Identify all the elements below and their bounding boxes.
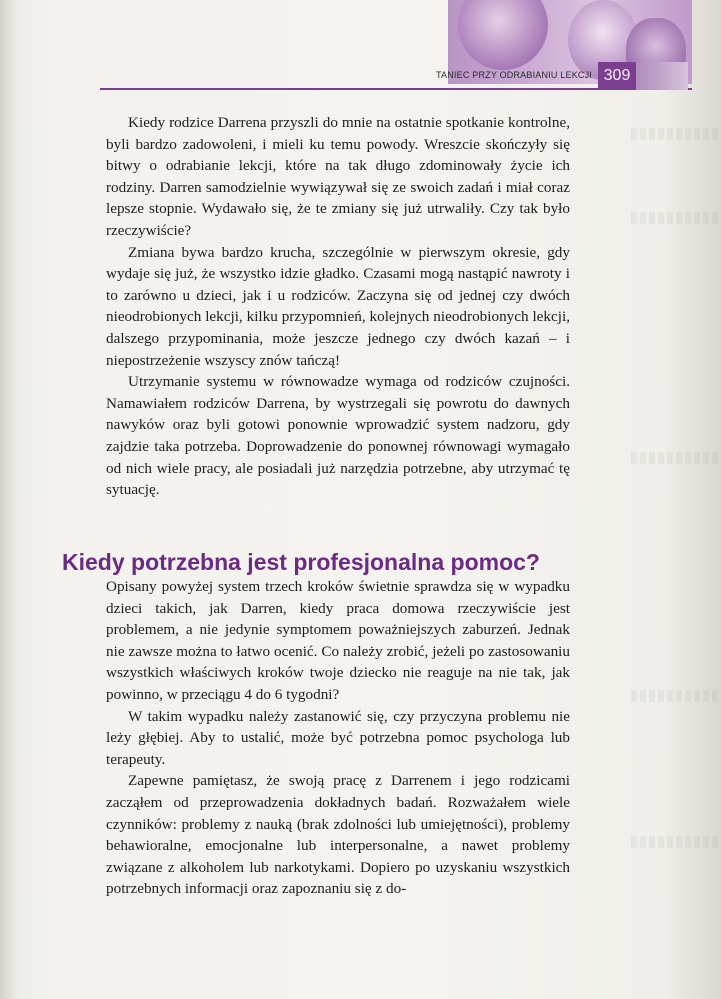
paragraph: Zmiana bywa bardzo krucha, szczególnie w pierwszym okresie, gdy wydaje się już, że wszystko idzie gładko. Czasami mogą nastąpić nawroty i to zarówno u dzieci, jak i u rodziców. Zaczyna się od jednej czy dwóch nieodrobionych lekcji, kilku przypomnień, kolejnych nieodrobionych lekcji, dalszego przypominania, może jeszcze jednego czy dwóch kazań – i niepostrzeżenie wszyscy znów tańczą!: [106, 243, 570, 369]
paragraph: Kiedy rodzice Darrena przyszli do mnie na ostatnie spotkanie kontrolne, byli bardzo zadowoleni, i mieli ku temu powody. Wreszcie skończyły się bitwy o odrabianie lekcji, które na tak długo zdominowały życie ich rodziny. Darren samodzielnie wywiązywał się ze swoich zadań i miał coraz lepsze stopnie. Wydawało się, że te zmiany się już utrwaliły. Czy tak było rzeczywiście?: [106, 114, 570, 239]
show-through-text: [631, 452, 721, 464]
page-gutter-shadow: [0, 0, 18, 999]
running-head: TANIEC PRZY ODRABIANIU LEKCJI: [436, 70, 592, 80]
paragraph: Utrzymanie systemu w równowadze wymaga od rodziców czujności. Namawiałem rodziców Darrena, by wystrzegali się powrotu do dawnych nawyków oraz byli gotowi ponownie wprowadzić system nadzoru, gdy zajdzie taka potrzeba. Doprowadzenie do ponownej równowagi wymagało od nich wiele pracy, ale posiadali już narzędzia potrzebne, aby utrzymać tę sytuację.: [106, 373, 570, 499]
page-edge-tab: [636, 62, 688, 90]
show-through-text: [631, 212, 721, 224]
show-through-text: [631, 128, 721, 140]
paragraph: Opisany powyżej system trzech kroków świetnie sprawdza się w wypadku dzieci takich, jak Darren, kiedy praca domowa rzeczywiście jest problemem, a nie jedynie symptomem poważniejszych zaburzeń. Jednak nie zawsze można to łatwo ocenić. Co należy zrobić, jeżeli po zastosowaniu wszystkich właściwych kroków twoje dziecko nie reaguje na nie tak, jak powinno, w przeciągu 4 do 6 tygodni?: [106, 578, 570, 703]
show-through-text: [631, 836, 721, 848]
page-number: 309: [598, 62, 636, 90]
show-through-text: [631, 690, 721, 702]
section-one-body: [106, 112, 570, 501]
paragraph: Zapewne pamiętasz, że swoją pracę z Darrenem i jego rodzicami zacząłem od przeprowadzenia dokładnych badań. Rozważałem wiele czynników: problemy z nauką (brak zdolności lub umiejętności), problemy behawioralne, emocjonalne lub interpersonalne, a nawet problemy związane z alkoholem lub narkotykami. Dopiero po uzyskaniu wszystkich potrzebnych informacji oraz zapoznaniu się z do-: [106, 772, 570, 898]
paragraph: W takim wypadku należy zastanowić się, czy przyczyna problemu nie leży głębiej. Aby to ustalić, może być potrzebna pomoc psychologa lub terapeuty.: [106, 707, 570, 768]
section-two-body: [106, 576, 570, 900]
photo-figure: [458, 0, 548, 70]
section-heading: Kiedy potrzebna jest profesjonalna pomoc?: [62, 549, 540, 576]
